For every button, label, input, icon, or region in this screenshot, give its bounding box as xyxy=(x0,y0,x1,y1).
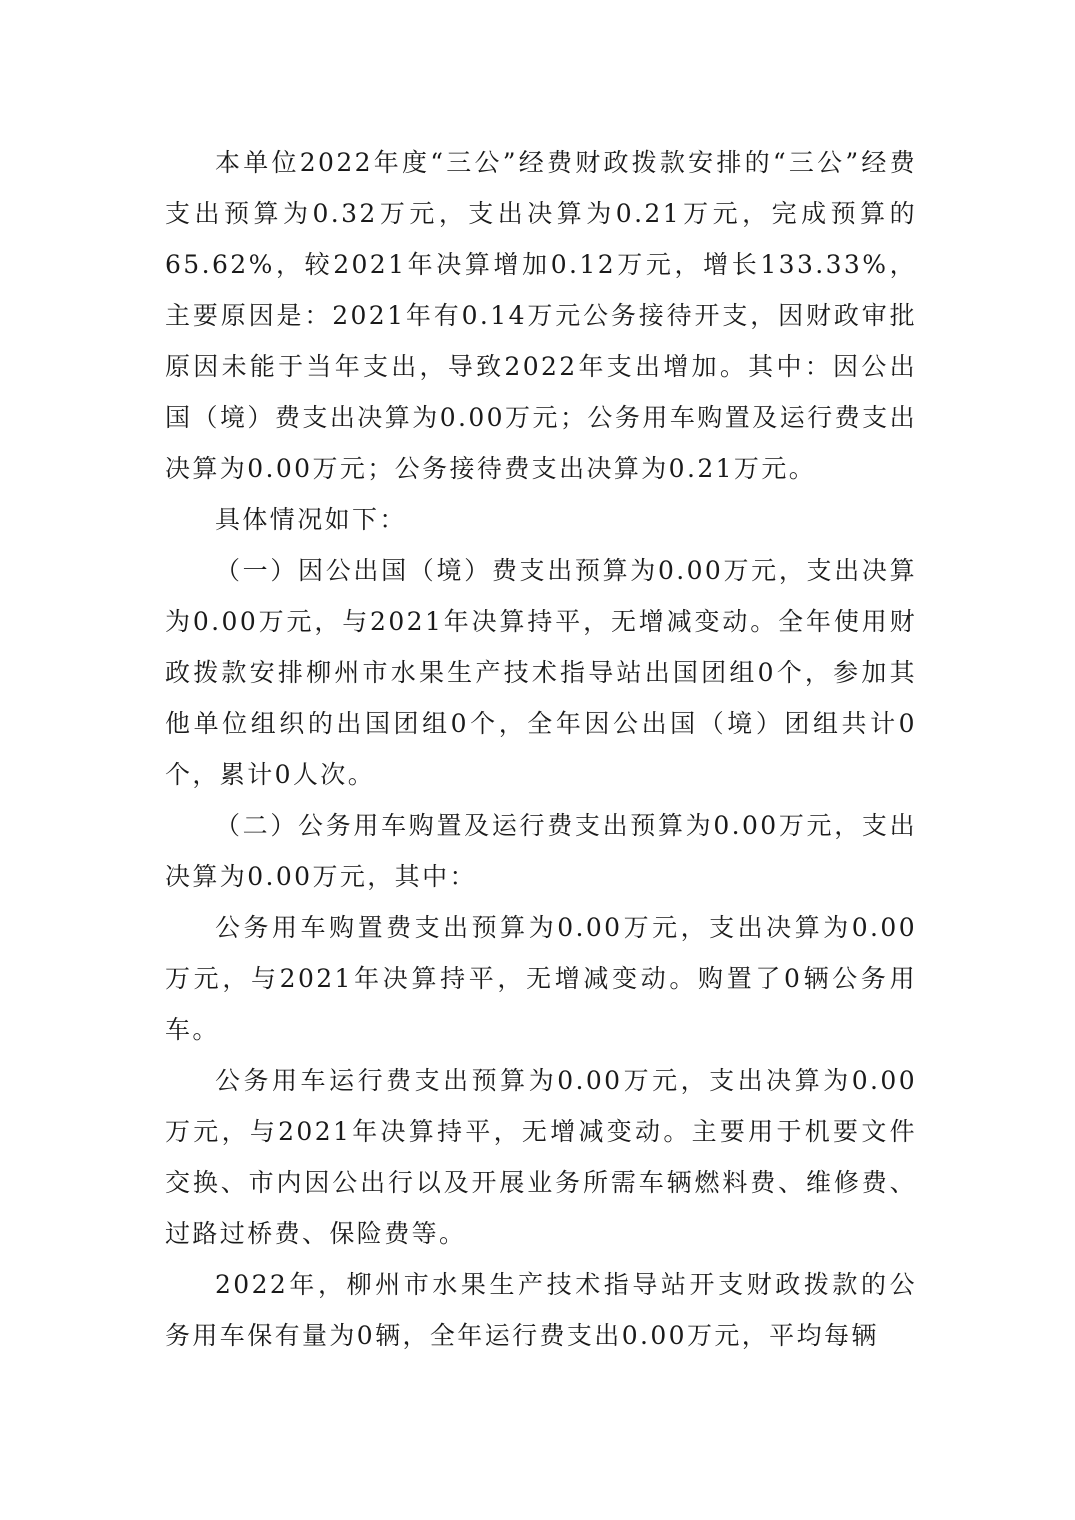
paragraph-vehicle-purchase: 公务用车购置费支出预算为0.00万元，支出决算为0.00万元，与2021年决算持平，无增减变动。购置了0辆公务用车。 xyxy=(165,913,917,1044)
paragraph-overseas-travel: （一）因公出国（境）费支出预算为0.00万元，支出决算为0.00万元，与2021年决算持平，无增减变动。全年使用财政拨款安排柳州市水果生产技术指导站出国团组0个，参加其他单位组织的出国团组0个，全年因公出国（境）团组共计0个，累计0人次。 xyxy=(165,556,917,789)
paragraph-vehicle-overview: （二）公务用车购置及运行费支出预算为0.00万元，支出决算为0.00万元，其中： xyxy=(165,811,917,891)
paragraph-vehicle-holdings: 2022年，柳州市水果生产技术指导站开支财政拨款的公务用车保有量为0辆，全年运行费支出0.00万元，平均每辆 xyxy=(165,1270,917,1350)
document-body xyxy=(165,137,917,1361)
paragraph-vehicle-operation: 公务用车运行费支出预算为0.00万元，支出决算为0.00万元，与2021年决算持平，无增减变动。主要用于机要文件交换、市内因公出行以及开展业务所需车辆燃料费、维修费、过路过桥费、保险费等。 xyxy=(165,1066,917,1248)
paragraph-summary: 本单位2022年度“三公”经费财政拨款安排的“三公”经费支出预算为0.32万元，支出决算为0.21万元，完成预算的65.62%，较2021年决算增加0.12万元，增长133.33%，主要原因是：2021年有0.14万元公务接待开支，因财政审批原因未能于当年支出，导致2022年支出增加。其中：因公出国（境）费支出决算为0.00万元；公务用车购置及运行费支出决算为0.00万元；公务接待费支出决算为0.21万元。 xyxy=(165,148,917,483)
paragraph-details-intro: 具体情况如下： xyxy=(215,505,407,534)
